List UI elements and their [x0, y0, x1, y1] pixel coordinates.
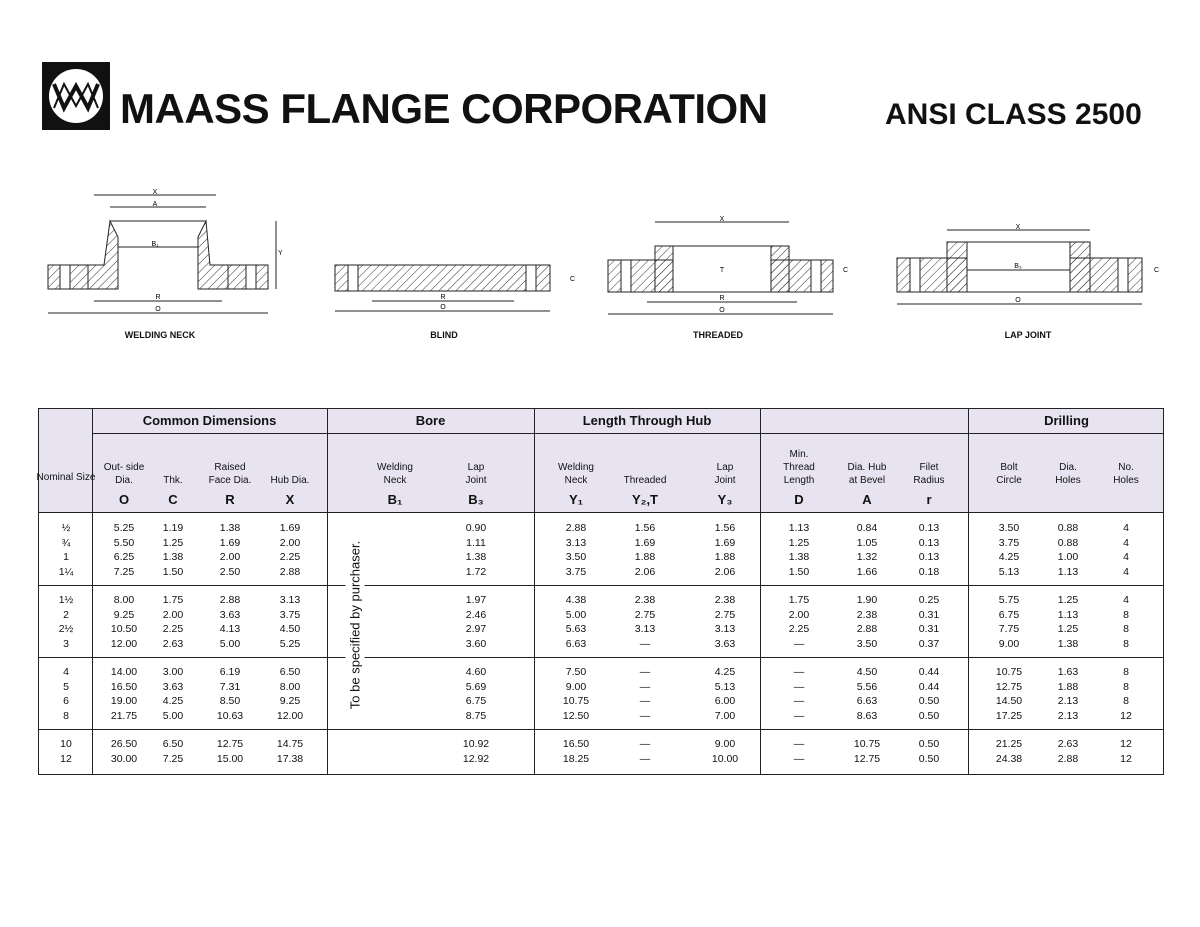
group-length-through-hub: Length Through Hub	[582, 413, 712, 428]
cell-d: 2.25	[788, 623, 810, 635]
cell-x: 17.38	[276, 752, 304, 765]
col-dia-hub-at-bevel: Dia. Hub at Bevel	[847, 462, 887, 486]
cell-r: 7.31	[219, 680, 241, 693]
cell-y1: 4.38	[565, 594, 587, 606]
cell-dh: 0.88	[1057, 522, 1079, 534]
cell-size: 2½	[58, 623, 74, 635]
lap-dim-b3-label: B₃	[1014, 263, 1022, 270]
welding-neck-diagram	[40, 185, 283, 320]
cell-y2: —	[639, 695, 651, 707]
col-hub-threaded: Threaded	[623, 475, 667, 486]
cell-r: 5.00	[219, 637, 241, 650]
cell-o: 21.75	[110, 709, 138, 722]
cell-x: 6.50	[279, 666, 301, 678]
threaded-diagram	[603, 212, 858, 322]
dim-x-label: X	[152, 189, 158, 196]
cell-r: 10.63	[216, 709, 244, 722]
cell-c: 4.25	[162, 695, 184, 707]
col-bore-lap-joint: Lap Joint	[465, 462, 487, 486]
cell-a: 5.56	[856, 680, 878, 693]
cell-d: 1.13	[788, 522, 810, 534]
dim-a-label: A	[152, 201, 158, 208]
cell-y2: —	[639, 637, 651, 650]
cell-d: —	[793, 709, 805, 722]
cell-d: —	[793, 680, 805, 693]
cell-d: 1.50	[788, 565, 810, 578]
cell-bc: 17.25	[995, 709, 1023, 722]
cell-o: 26.50	[110, 738, 138, 750]
cell-x: 2.25	[279, 551, 301, 563]
cell-c: 1.75	[162, 594, 184, 606]
cell-y1: 3.75	[565, 565, 587, 578]
threaded-label: THREADED	[692, 330, 744, 340]
cell-b3: 3.60	[465, 637, 487, 650]
cell-y1: 10.75	[562, 695, 590, 707]
cell-x: 3.75	[279, 608, 301, 621]
cell-a: 12.75	[853, 752, 881, 765]
col-no-holes: No. Holes	[1113, 462, 1139, 486]
cell-bc: 14.50	[995, 695, 1023, 707]
cell-size: 1¼	[58, 565, 74, 578]
cell-y1: 5.63	[565, 623, 587, 635]
cell-fr: 0.50	[918, 709, 940, 722]
cell-d: —	[793, 752, 805, 765]
cell-dh: 1.63	[1057, 666, 1079, 678]
cell-dh: 2.63	[1057, 738, 1079, 750]
cell-o: 7.25	[113, 565, 135, 578]
cell-y3: 1.56	[714, 522, 736, 534]
cell-nh: 8	[1123, 623, 1129, 635]
cell-a: 2.88	[856, 623, 878, 635]
group-bore: Bore	[415, 413, 446, 428]
cell-nh: 12	[1120, 709, 1132, 722]
cell-y1: 6.63	[565, 637, 587, 650]
cell-a: 1.90	[856, 594, 878, 606]
cell-r: 6.19	[219, 666, 241, 678]
cell-nh: 8	[1123, 637, 1129, 650]
cell-y3: 9.00	[714, 738, 736, 750]
cell-c: 6.50	[162, 738, 184, 750]
cell-fr: 0.31	[918, 608, 940, 621]
cell-b3: 4.60	[465, 666, 487, 678]
cell-y3: 1.69	[714, 536, 736, 549]
cell-c: 3.00	[162, 666, 184, 678]
cell-size: 4	[63, 666, 69, 678]
cell-y1: 7.50	[565, 666, 587, 678]
cell-y1: 5.00	[565, 608, 587, 621]
sym-y3: Y₃	[717, 492, 733, 507]
cell-nh: 4	[1123, 551, 1129, 563]
cell-dh: 2.13	[1057, 709, 1079, 722]
cell-o: 12.00	[110, 637, 138, 650]
cell-b3: 8.75	[465, 709, 487, 722]
cell-x: 3.13	[279, 594, 301, 606]
cell-d: 1.38	[788, 551, 810, 563]
cell-r: 15.00	[216, 752, 244, 765]
cell-b3: 1.38	[465, 551, 487, 563]
sym-b3: B₃	[468, 492, 484, 507]
cell-c: 1.50	[162, 565, 184, 578]
cell-o: 9.25	[113, 608, 135, 621]
cell-fr: 0.50	[918, 695, 940, 707]
cell-size: 2	[63, 608, 69, 621]
cell-y3: 2.06	[714, 565, 736, 578]
cell-y1: 2.88	[565, 522, 587, 534]
sym-a: A	[862, 492, 872, 507]
cell-size: 1	[63, 551, 69, 563]
company-logo	[42, 62, 110, 130]
cell-size: 5	[63, 680, 69, 693]
cell-d: 2.00	[788, 608, 810, 621]
cell-y2: 1.88	[634, 551, 656, 563]
cell-x: 12.00	[276, 709, 304, 722]
cell-fr: 0.13	[918, 551, 940, 563]
blind-label: BLIND	[430, 330, 458, 340]
cell-bc: 9.00	[998, 637, 1020, 650]
cell-dh: 1.13	[1057, 565, 1079, 578]
cell-r: 2.00	[219, 551, 241, 563]
cell-fr: 0.13	[918, 522, 940, 534]
logo-mark-icon	[42, 62, 110, 130]
cell-a: 0.84	[856, 522, 878, 534]
cell-dh: 1.88	[1057, 680, 1079, 693]
threaded-dim-o-label: O	[719, 307, 725, 314]
cell-nh: 4	[1123, 594, 1129, 606]
sym-d: D	[794, 492, 804, 507]
cell-bc: 21.25	[995, 738, 1023, 750]
cell-size: 10	[60, 738, 72, 750]
cell-y1: 9.00	[565, 680, 587, 693]
cell-r: 3.63	[219, 608, 241, 621]
cell-o: 8.00	[113, 594, 135, 606]
cell-nh: 8	[1123, 608, 1129, 621]
cell-c: 1.25	[162, 536, 184, 549]
sym-x: X	[285, 492, 295, 507]
cell-y2: 1.56	[634, 522, 656, 534]
cell-y3: 7.00	[714, 709, 736, 722]
cell-y3: 3.63	[714, 637, 736, 650]
col-hub-dia: Hub Dia.	[270, 475, 310, 486]
sym-r: R	[225, 492, 235, 507]
cell-y2: 2.06	[634, 565, 656, 578]
cell-size: ¾	[61, 536, 71, 549]
cell-bc: 10.75	[995, 666, 1023, 678]
cell-bc: 12.75	[995, 680, 1023, 693]
cell-a: 1.05	[856, 536, 878, 549]
cell-bc: 24.38	[995, 752, 1023, 765]
cell-bc: 5.13	[998, 565, 1020, 578]
threaded-dim-r-label: R	[719, 295, 725, 302]
cell-size: 12	[60, 752, 72, 765]
cell-y3: 4.25	[714, 666, 736, 678]
cell-o: 16.50	[110, 680, 138, 693]
cell-d: 1.25	[788, 536, 810, 549]
cell-b3: 1.97	[465, 594, 487, 606]
cell-b3: 2.46	[465, 608, 487, 621]
lap-dim-c-label: C	[1154, 267, 1160, 274]
col-bolt-circle: Bolt Circle	[996, 462, 1022, 486]
cell-nh: 12	[1120, 738, 1132, 750]
cell-r: 8.50	[219, 695, 241, 707]
col-thickness: Thk.	[163, 475, 183, 486]
cell-r: 2.88	[219, 594, 241, 606]
cell-d: —	[793, 738, 805, 750]
cell-x: 14.75	[276, 738, 304, 750]
cell-c: 2.63	[162, 637, 184, 650]
cell-c: 5.00	[162, 709, 184, 722]
cell-a: 3.50	[856, 637, 878, 650]
cell-dh: 1.38	[1057, 637, 1079, 650]
cell-x: 2.88	[279, 565, 301, 578]
cell-size: 3	[63, 637, 69, 650]
threaded-dim-x-label: X	[719, 216, 725, 223]
cell-bc: 4.25	[998, 551, 1020, 563]
cell-x: 1.69	[279, 522, 301, 534]
cell-y3: 5.13	[714, 680, 736, 693]
cell-d: —	[793, 666, 805, 678]
col-filet-radius: Filet Radius	[913, 462, 945, 486]
cell-y3: 6.00	[714, 695, 736, 707]
cell-nh: 8	[1123, 666, 1129, 678]
cell-b3: 10.92	[462, 738, 490, 750]
cell-bc: 3.50	[998, 522, 1020, 534]
threaded-dim-t-label: T	[719, 267, 725, 274]
cell-fr: 0.13	[918, 536, 940, 549]
cell-x: 5.25	[279, 637, 301, 650]
cell-dh: 1.13	[1057, 608, 1079, 621]
cell-o: 30.00	[110, 752, 138, 765]
blind-dim-c-label: C	[570, 276, 576, 283]
cell-y2: —	[639, 752, 651, 765]
col-dia-holes: Dia. Holes	[1055, 462, 1081, 486]
col-hub-welding-neck: Welding Neck	[558, 462, 594, 486]
dimensions-table	[38, 408, 1164, 775]
cell-c: 2.00	[162, 608, 184, 621]
cell-b3: 1.72	[465, 565, 487, 578]
cell-y1: 18.25	[562, 752, 590, 765]
blind-diagram	[330, 255, 585, 315]
cell-bc: 3.75	[998, 536, 1020, 549]
company-name: MAASS FLANGE CORPORATION	[120, 85, 768, 132]
cell-dh: 1.00	[1057, 551, 1079, 563]
cell-c: 2.25	[162, 623, 184, 635]
lap-joint-label: LAP JOINT	[1004, 330, 1052, 340]
lap-dim-x-label: X	[1015, 224, 1021, 231]
welding-neck-label: WELDING NECK	[124, 330, 196, 340]
cell-b3: 12.92	[462, 752, 490, 765]
sym-y1: Y₁	[568, 492, 584, 507]
sym-o: O	[118, 492, 130, 507]
cell-fr: 0.50	[918, 752, 940, 765]
cell-c: 1.38	[162, 551, 184, 563]
cell-a: 1.32	[856, 551, 878, 563]
cell-fr: 0.37	[918, 637, 940, 650]
cell-r: 2.50	[219, 565, 241, 578]
cell-y3: 10.00	[711, 752, 739, 765]
cell-o: 14.00	[110, 666, 138, 678]
cell-size: 6	[63, 695, 69, 707]
cell-fr: 0.44	[918, 680, 940, 693]
col-bore-welding-neck: Welding Neck	[377, 462, 413, 486]
cell-a: 1.66	[856, 565, 878, 578]
cell-dh: 2.13	[1057, 695, 1079, 707]
group-drilling: Drilling	[1044, 413, 1089, 428]
purchaser-note: To be specified by purchaser.	[346, 537, 365, 713]
col-raised-face-dia: Raised Face Dia.	[208, 462, 252, 486]
cell-y2: 1.69	[634, 536, 656, 549]
cell-b3: 2.97	[465, 623, 487, 635]
cell-y2: 2.75	[634, 608, 656, 621]
cell-b3: 5.69	[465, 680, 487, 693]
cell-d: —	[793, 637, 805, 650]
cell-fr: 0.50	[918, 738, 940, 750]
cell-c: 3.63	[162, 680, 184, 693]
cell-x: 8.00	[279, 680, 301, 693]
sym-fr: r	[926, 492, 932, 507]
cell-fr: 0.44	[918, 666, 940, 678]
cell-b3: 1.11	[466, 536, 486, 549]
threaded-dim-c-label: C	[843, 267, 849, 274]
col-nominal-size: Nominal Size	[36, 472, 96, 483]
group-common-dimensions: Common Dimensions	[142, 413, 277, 428]
cell-r: 12.75	[216, 738, 244, 750]
cell-y1: 3.13	[565, 536, 587, 549]
dim-b1-label: B₁	[151, 241, 159, 248]
cell-fr: 0.31	[918, 623, 940, 635]
cell-dh: 1.25	[1057, 623, 1079, 635]
cell-y2: —	[639, 709, 651, 722]
cell-fr: 0.25	[918, 594, 940, 606]
cell-y3: 2.75	[714, 608, 736, 621]
col-outside-dia: Out- side Dia.	[103, 462, 145, 486]
cell-a: 4.50	[856, 666, 878, 678]
cell-dh: 0.88	[1057, 536, 1079, 549]
cell-fr: 0.18	[918, 565, 940, 578]
cell-o: 10.50	[110, 623, 138, 635]
cell-nh: 4	[1123, 536, 1129, 549]
cell-size: 1½	[58, 594, 74, 606]
cell-x: 4.50	[279, 623, 301, 635]
cell-bc: 7.75	[998, 623, 1020, 635]
cell-x: 2.00	[279, 536, 301, 549]
cell-o: 6.25	[113, 551, 135, 563]
cell-size: 8	[63, 709, 69, 722]
cell-o: 5.50	[113, 536, 135, 549]
cell-nh: 4	[1123, 565, 1129, 578]
cell-c: 7.25	[162, 752, 184, 765]
cell-nh: 12	[1120, 752, 1132, 765]
cell-o: 5.25	[113, 522, 135, 534]
dim-y-label: Y	[278, 250, 283, 257]
sym-y2t: Y₂,T	[632, 492, 658, 507]
cell-size: ½	[61, 522, 71, 534]
cell-y2: —	[639, 738, 651, 750]
cell-a: 2.38	[856, 608, 878, 621]
cell-r: 4.13	[219, 623, 241, 635]
cell-r: 1.69	[219, 536, 241, 549]
cell-y2: —	[639, 666, 651, 678]
cell-a: 10.75	[853, 738, 881, 750]
cell-x: 9.25	[279, 695, 301, 707]
cell-y2: 3.13	[634, 623, 656, 635]
cell-y3: 1.88	[714, 551, 736, 563]
dim-o-label: O	[155, 306, 161, 313]
blind-dim-r-label: R	[440, 294, 446, 301]
cell-d: 1.75	[788, 594, 810, 606]
cell-dh: 2.88	[1057, 752, 1079, 765]
cell-c: 1.19	[162, 522, 184, 534]
cell-bc: 5.75	[998, 594, 1020, 606]
cell-dh: 1.25	[1057, 594, 1079, 606]
cell-nh: 8	[1123, 695, 1129, 707]
cell-o: 19.00	[110, 695, 138, 707]
cell-r: 1.38	[219, 522, 241, 534]
class-label: ANSI CLASS 2500	[885, 98, 1142, 131]
cell-nh: 4	[1123, 522, 1129, 534]
cell-y1: 3.50	[565, 551, 587, 563]
col-min-thread-length: Min. Thread Length	[783, 449, 815, 486]
lap-dim-o-label: O	[1015, 297, 1021, 304]
sym-c: C	[168, 492, 178, 507]
cell-y2: 2.38	[634, 594, 656, 606]
cell-y1: 12.50	[562, 709, 590, 722]
cell-y3: 2.38	[714, 594, 736, 606]
lap-joint-diagram	[892, 222, 1182, 322]
cell-nh: 8	[1123, 680, 1129, 693]
cell-b3: 6.75	[465, 695, 487, 707]
cell-d: —	[793, 695, 805, 707]
cell-y2: —	[639, 680, 651, 693]
col-hub-lap-joint: Lap Joint	[714, 462, 736, 486]
cell-bc: 6.75	[998, 608, 1020, 621]
cell-a: 6.63	[856, 695, 878, 707]
dim-r-label: R	[155, 294, 161, 301]
cell-b3: 0.90	[465, 522, 487, 534]
cell-a: 8.63	[856, 709, 878, 722]
blind-dim-o-label: O	[440, 304, 446, 311]
cell-y1: 16.50	[562, 738, 590, 750]
cell-y3: 3.13	[714, 623, 736, 635]
sym-b1: B₁	[387, 492, 403, 507]
